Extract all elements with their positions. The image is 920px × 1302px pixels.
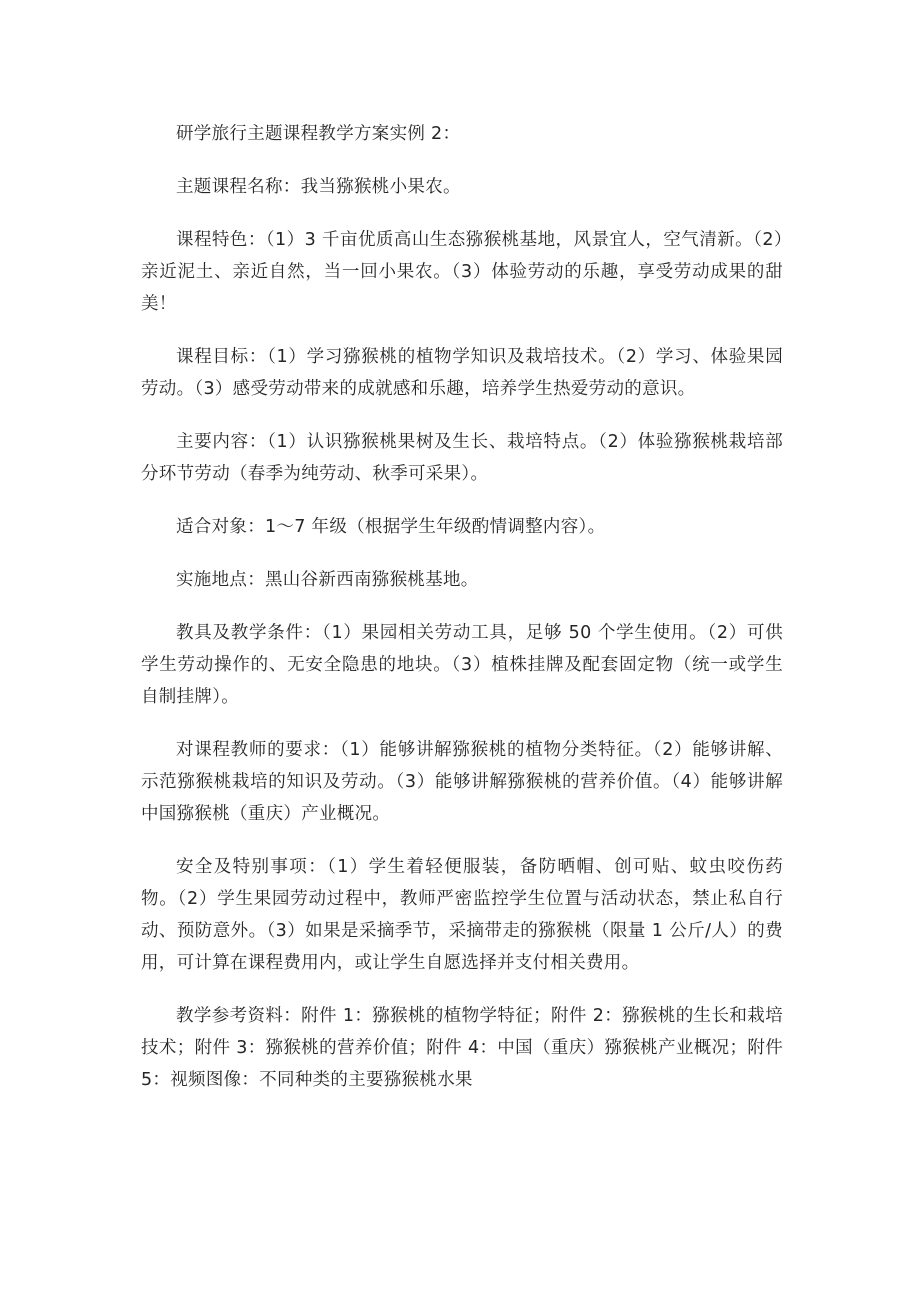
course-objectives-paragraph: 课程目标：（1）学习猕猴桃的植物学知识及栽培技术。（2）学习、体验果园劳动。（3）感受劳动带来的成就感和乐趣，培养学生热爱劳动的意识。 — [141, 347, 783, 399]
teaching-conditions-paragraph: 教具及教学条件：（1）果园相关劳动工具，足够 50 个学生使用。（2）可供学生劳动操作的、无安全隐患的地块。（3）植株挂牌及配套固定物（统一或学生自制挂牌）。 — [141, 623, 783, 707]
safety-notes-paragraph: 安全及特别事项：（1）学生着轻便服装，备防晒帽、创可贴、蚊虫咬伤药物。（2）学生果园劳动过程中，教师严密监控学生位置与活动状态，禁止私自行动、预防意外。（3）如果是采摘季节，采摘带走的猕猴桃（限量 1 公斤/人）的费用，可计算在课程费用内，或让学生自愿选择并支付相关费用。 — [141, 857, 783, 973]
teacher-requirements-paragraph: 对课程教师的要求：（1）能够讲解猕猴桃的植物分类特征。（2）能够讲解、示范猕猴桃栽培的知识及劳动。（3）能够讲解猕猴桃的营养价值。（4）能够讲解中国猕猴桃（重庆）产业概况。 — [141, 740, 783, 824]
location-paragraph: 实施地点：黑山谷新西南猕猴桃基地。 — [176, 570, 479, 590]
course-features-paragraph: 课程特色：（1）3 千亩优质高山生态猕猴桃基地，风景宜人，空气清新。（2）亲近泥土、亲近自然，当一回小果农。（3）体验劳动的乐趣，享受劳动成果的甜美！ — [141, 230, 783, 314]
document-title: 研学旅行主题课程教学方案实例 2： — [176, 124, 461, 144]
main-content-paragraph: 主要内容：（1）认识猕猴桃果树及生长、栽培特点。（2）体验猕猴桃栽培部分环节劳动（春季为纯劳动、秋季可采果）。 — [141, 432, 783, 484]
document-body — [141, 118, 783, 1117]
reference-materials-paragraph: 教学参考资料：附件 1：猕猴桃的植物学特征；附件 2：猕猴桃的生长和栽培技术；附件 3：猕猴桃的营养价值；附件 4：中国（重庆）猕猴桃产业概况；附件 5：视频图像：不同种类的主要猕猴桃水果 — [141, 1006, 783, 1090]
course-name-paragraph: 主题课程名称：我当猕猴桃小果农。 — [176, 177, 461, 197]
target-audience-paragraph: 适合对象：1～7 年级（根据学生年级酌情调整内容）。 — [176, 517, 606, 537]
